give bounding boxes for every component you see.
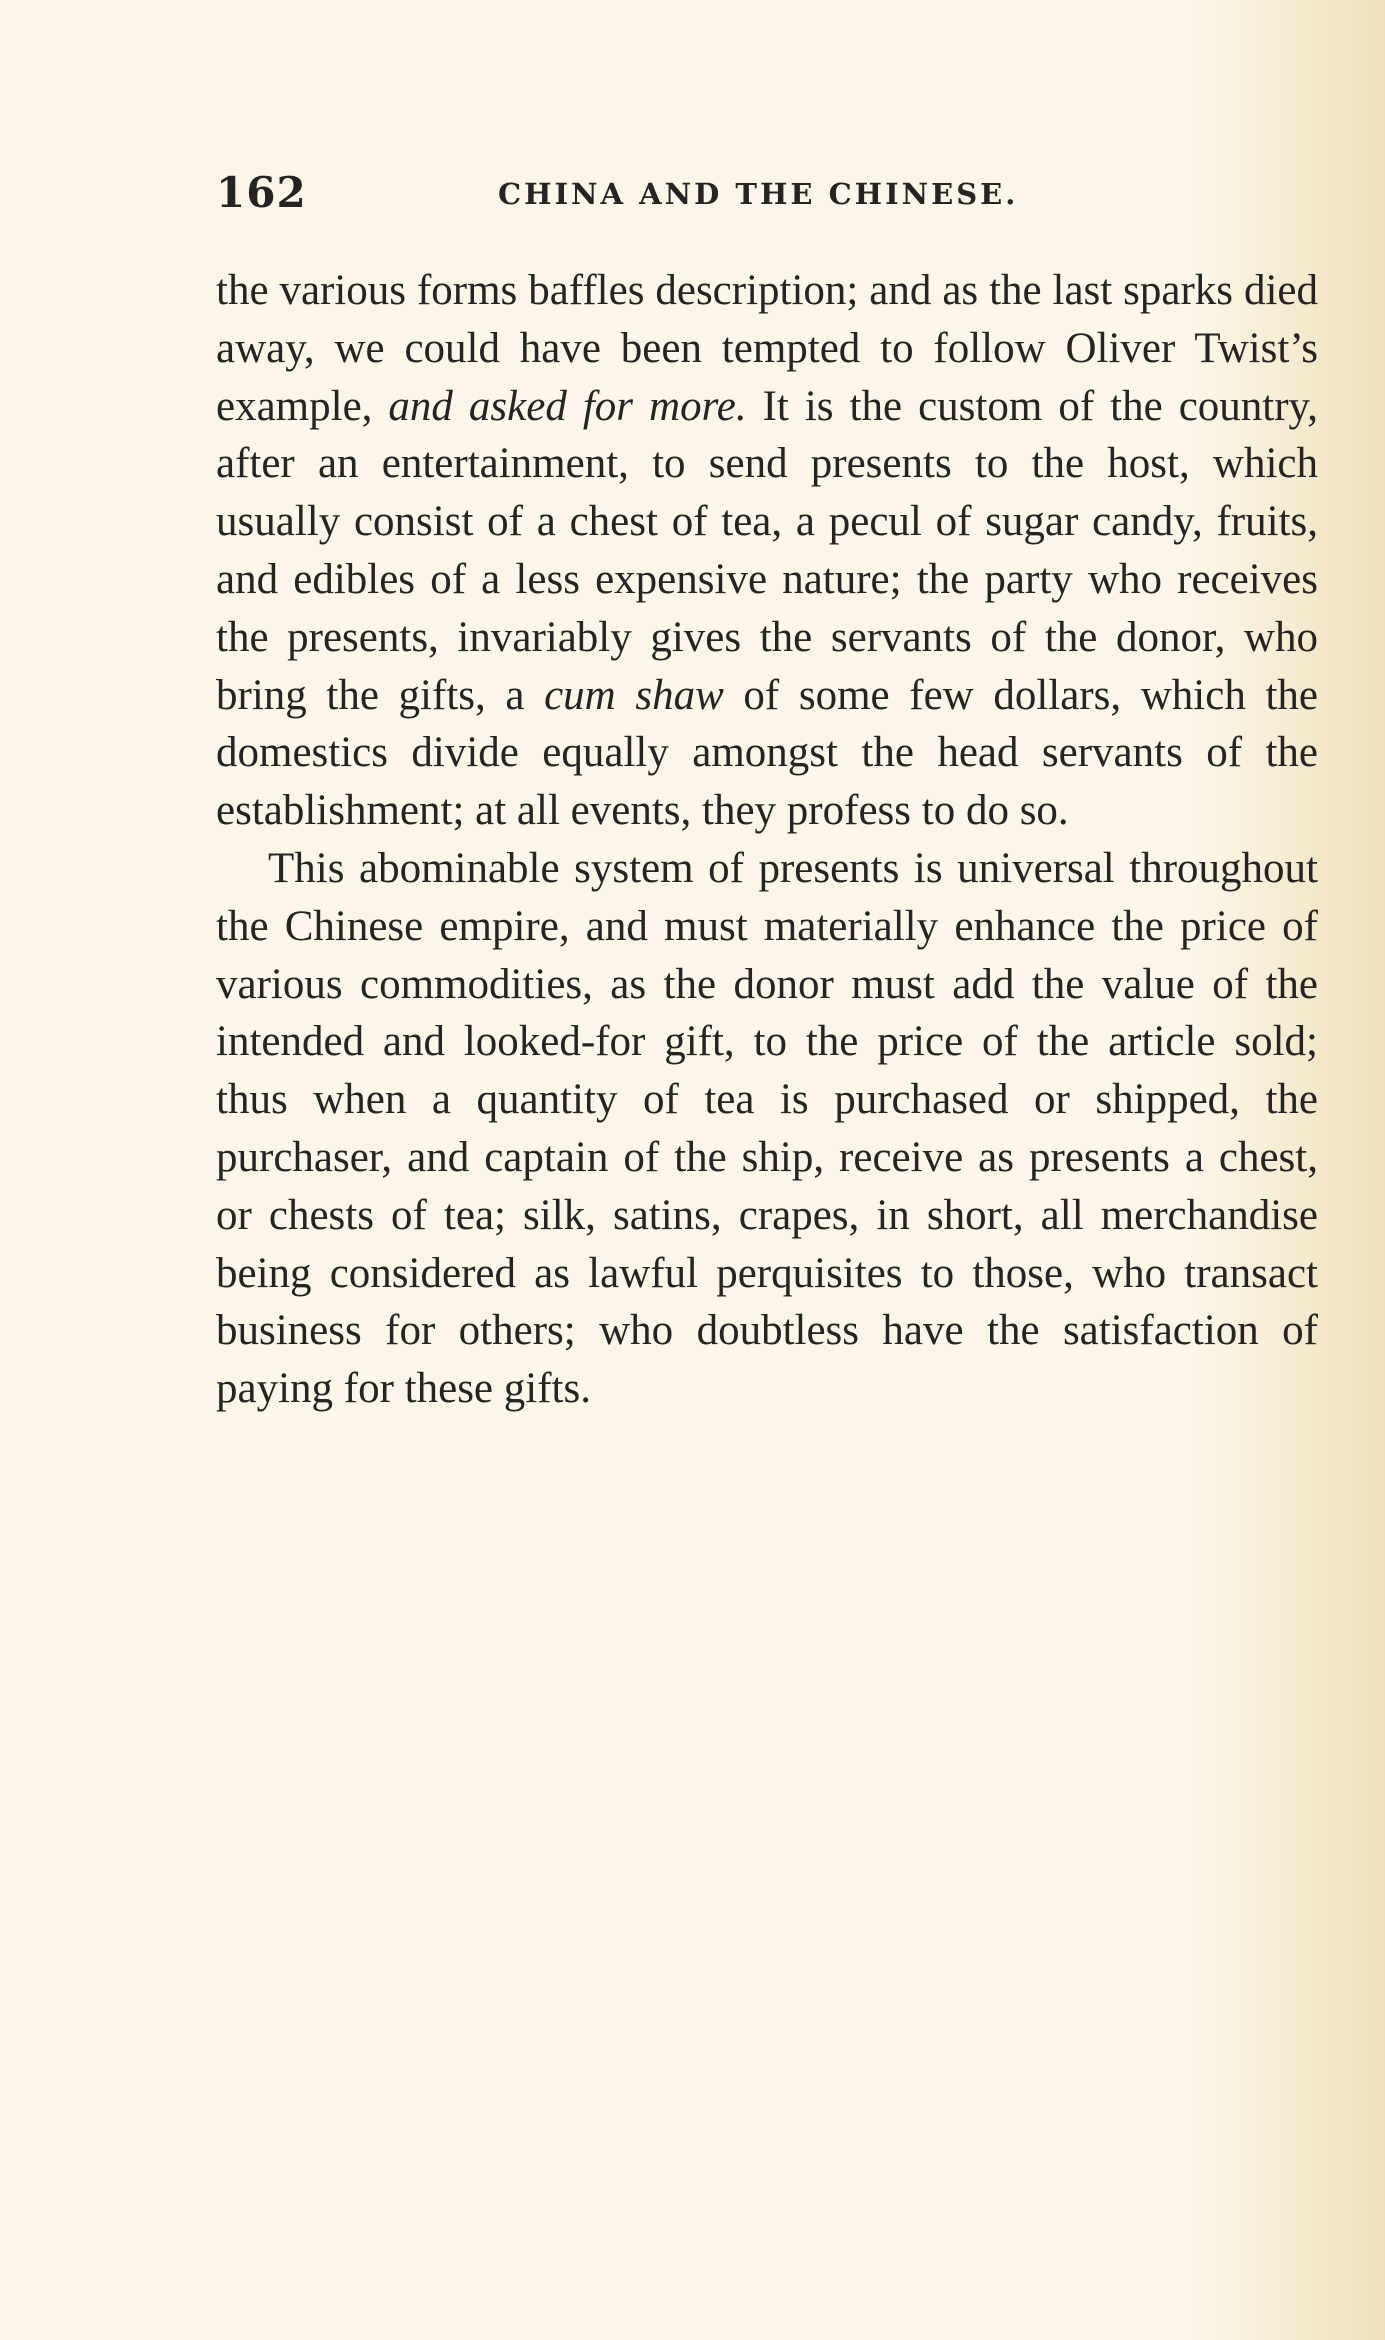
body-text	[216, 262, 1318, 1418]
running-title: CHINA AND THE CHINESE.	[498, 177, 1019, 211]
italic-phrase-cum-shaw: cum shaw	[544, 671, 724, 719]
italic-phrase-asked-for-more: and asked for more.	[388, 382, 747, 430]
page-number: 162	[216, 168, 307, 217]
paragraph-2: This abominable system of presents is universal throughout the Chinese empire, and must materially enhance the price of various commodities, as the donor must add the value of the intended and looked-for gift, to the price of the article sold; thus when a quantity of tea is purchased or shipped, the purchaser, and captain of the ship, receive as presents a chest, or chests of tea; silk, satins, crapes, in short, all merchandise being considered as lawful perquisites to those, who transact business for others; who doubtless have the satisfaction of paying for these gifts.	[216, 844, 1318, 1413]
page-header	[216, 168, 1316, 218]
paragraph-1-text-c: of some few dollars, which the domestics divide equally amongst the head servants of the establishment; at all events, they profess to do so.	[216, 671, 1318, 835]
paragraph-1	[216, 262, 1318, 840]
paragraph-1-text-b: It is the custom of the country, after an entertainment, to send presents to the host, which usually consist of a chest of tea, a pecul of sugar candy, fruits, and edibles of a less expensive nature; the party who receives the presents, invariably gives the servants of the donor, who bring the gifts, a	[216, 382, 1319, 719]
paragraph-1-text-a: the various forms baffles description; and as the last sparks died away, we could have been tempted to follow Oliver Twist’s example,	[216, 267, 1318, 430]
